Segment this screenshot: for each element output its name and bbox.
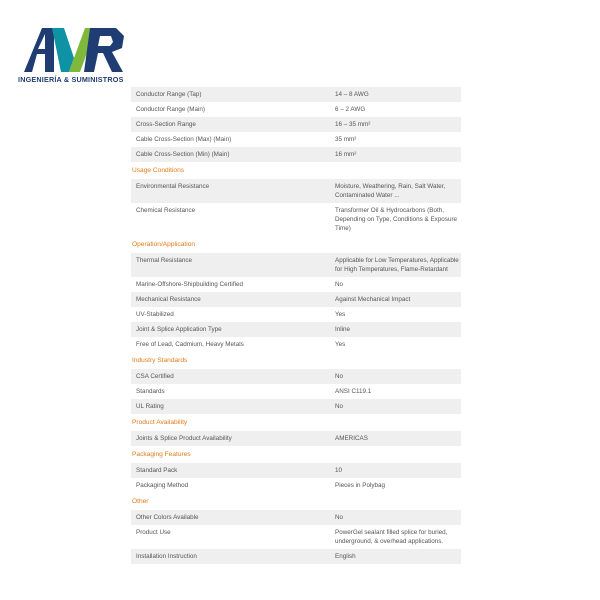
spec-row bbox=[131, 87, 461, 102]
spec-value: Against Mechanical Impact bbox=[335, 296, 411, 303]
spec-value: Moisture, Weathering, Rain, Salt Water, Contaminated Water ... bbox=[335, 183, 446, 199]
spec-label: UV-Stabilized bbox=[136, 311, 174, 318]
spec-row bbox=[131, 179, 461, 203]
section-title: Industry Standards bbox=[132, 357, 188, 364]
spec-value: AMERICAS bbox=[335, 435, 368, 442]
spec-row bbox=[131, 431, 461, 446]
spec-row bbox=[131, 322, 461, 337]
spec-label: Cable Cross-Section (Max) (Main) bbox=[136, 136, 232, 143]
spec-value: ANSI C119.1 bbox=[335, 388, 372, 395]
spec-row bbox=[131, 102, 461, 117]
section-title: Product Availability bbox=[132, 419, 188, 426]
spec-value: No bbox=[335, 403, 344, 410]
spec-value: No bbox=[335, 514, 344, 521]
spec-row bbox=[131, 337, 461, 352]
spec-label: Joints & Splice Product Availability bbox=[136, 435, 232, 442]
spec-value: 14 – 8 AWG bbox=[335, 91, 369, 98]
spec-label: Product Use bbox=[136, 529, 171, 536]
spec-label: Cable Cross-Section (Min) (Main) bbox=[136, 151, 230, 158]
spec-value: 10 bbox=[335, 467, 343, 474]
spec-row bbox=[131, 399, 461, 414]
spec-value: No bbox=[335, 281, 344, 288]
spec-row bbox=[131, 369, 461, 384]
avr-logo-mark bbox=[24, 22, 128, 74]
spec-value: No bbox=[335, 373, 344, 380]
spec-value: Applicable for Low Temperatures, Applicable for High Temperatures, Flame-Retardant bbox=[335, 257, 459, 273]
section-title: Usage Conditions bbox=[132, 167, 185, 174]
spec-value: Inline bbox=[335, 326, 351, 333]
spec-label: Standard Pack bbox=[136, 467, 178, 474]
spec-value: PowerGel sealant filled splice for buried, underground, & overhead applications. bbox=[335, 529, 448, 545]
spec-row bbox=[131, 463, 461, 478]
spec-row bbox=[131, 307, 461, 322]
spec-label: Other Colors Available bbox=[136, 514, 199, 521]
spec-row bbox=[131, 203, 461, 236]
spec-row bbox=[131, 292, 461, 307]
specifications-table bbox=[131, 87, 461, 564]
spec-row bbox=[131, 117, 461, 132]
spec-value: 16 mm² bbox=[335, 151, 357, 158]
spec-label: Environmental Resistance bbox=[136, 183, 210, 190]
spec-label: UL Rating bbox=[136, 403, 164, 410]
spec-row bbox=[131, 147, 461, 162]
spec-label: Conductor Range (Main) bbox=[136, 106, 205, 113]
spec-label: Cross-Section Range bbox=[136, 121, 196, 128]
spec-label: Chemical Resistance bbox=[136, 207, 196, 214]
spec-value: 6 – 2 AWG bbox=[335, 106, 366, 113]
spec-label: Installation Instruction bbox=[136, 553, 197, 560]
section-title: Operation/Application bbox=[132, 241, 196, 248]
spec-value: Pieces in Polybag bbox=[335, 482, 386, 489]
spec-row bbox=[131, 132, 461, 147]
spec-label: Free of Lead, Cadmium, Heavy Metals bbox=[136, 341, 244, 348]
spec-value: Yes bbox=[335, 311, 346, 318]
spec-label: Standards bbox=[136, 388, 165, 395]
spec-label: Joint & Splice Application Type bbox=[136, 326, 222, 333]
spec-label: CSA Certified bbox=[136, 373, 174, 380]
spec-value: 35 mm² bbox=[335, 136, 357, 143]
spec-label: Packaging Method bbox=[136, 482, 189, 489]
spec-row bbox=[131, 277, 461, 292]
spec-row bbox=[131, 384, 461, 399]
spec-row bbox=[131, 549, 461, 564]
section-title: Packaging Features bbox=[132, 451, 191, 458]
spec-label: Marine-Offshore-Shipbuilding Certified bbox=[136, 281, 243, 288]
spec-value: Transformer Oil & Hydrocarbons (Both, Depending on Type, Conditions & Exposure Time) bbox=[335, 207, 458, 232]
spec-label: Mechanical Resistance bbox=[136, 296, 201, 303]
section-title: Other bbox=[132, 498, 149, 505]
spec-row bbox=[131, 525, 461, 549]
spec-label: Conductor Range (Tap) bbox=[136, 91, 202, 98]
spec-value: 16 – 35 mm² bbox=[335, 121, 371, 128]
spec-row bbox=[131, 478, 461, 493]
spec-row bbox=[131, 510, 461, 525]
logo-tagline: INGENIERÍA & SUMINISTROS bbox=[18, 75, 124, 84]
company-logo bbox=[18, 22, 130, 84]
spec-label: Thermal Resistance bbox=[136, 257, 192, 264]
spec-value: English bbox=[335, 553, 356, 560]
spec-value: Yes bbox=[335, 341, 346, 348]
spec-row bbox=[131, 253, 461, 277]
